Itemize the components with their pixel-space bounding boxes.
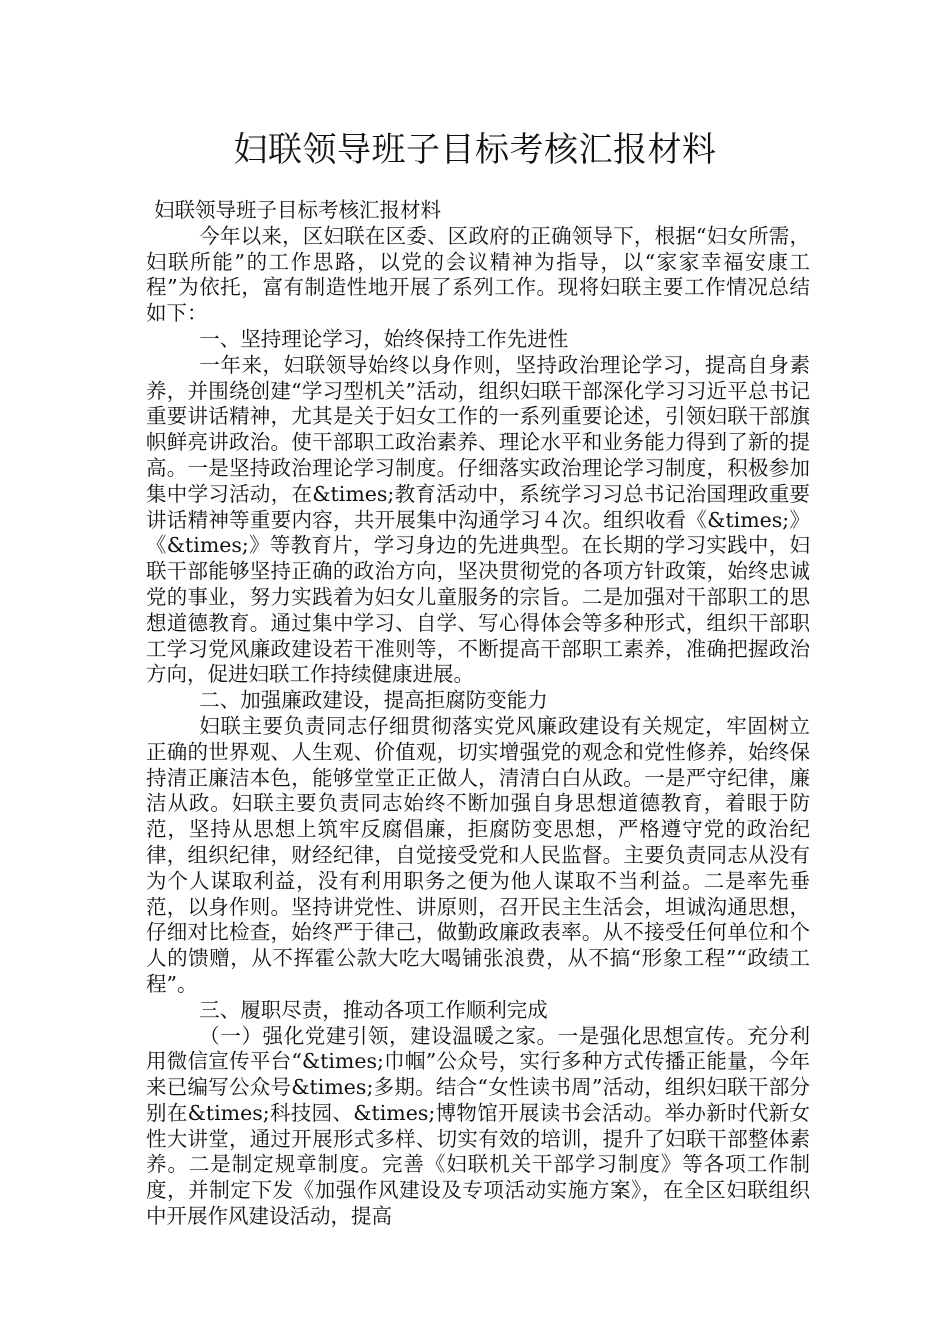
section-2-heading: 二、加强廉政建设，提高拒腐防变能力: [199, 688, 548, 713]
document-subtitle: 妇联领导班子目标考核汇报材料: [154, 198, 441, 222]
section-1-paragraph: 一年来，妇联领导始终以身作则，坚持政治理论学习，提高自身素养，并围绕创建“学习型机关”活动，组织妇联干部深化学习习近平总书记重要讲话精神，尤其是关于妇女工作的一系列重要论述，引领妇联干部旗帜鲜亮讲政治。使干部职工政治素养、理论水平和业务能力得到了新的提高。一是坚持政治理论学习制度。仔细落实政治理论学习制度，积极参加集中学习活动，在&times;教育活动中，系统学习习总书记治国理政重要讲话精神等重要内容，共开展集中沟通学习４次。组织收看《&times;》《&times;》等教育片，学习身边的先进典型。在长期的学习实践中，妇联干部能够坚持正确的政治方向，坚决贯彻党的各项方针政策，始终忠诚党的事业，努力实践着为妇女儿童服务的宗旨。二是加强对干部职工的思想道德教育。通过集中学习、自学、写心得体会等多种形式，组织干部职工学习党风廉政建设若干准则等，不断提高干部职工素养，准确把握政治方向，促进妇联工作持续健康进展。: [146, 352, 810, 687]
section-3-paragraph: （一）强化党建引领，建设温暖之家。一是强化思想宣传。充分利用微信宣传平台“&times;巾帼”公众号，实行多种方式传播正能量，今年来已编写公众号&times;多期。结合“女性读书周”活动，组织妇联干部分别在&times;科技园、&times;博物馆开展读书会活动。举办新时代新女性大讲堂，通过开展形式多样、切实有效的培训，提升了妇联干部整体素养。二是制定规章制度。完善《妇联机关干部学习制度》等各项工作制度，并制定下发《加强作风建设及专项活动实施方案》，在全区妇联组织中开展作风建设活动，提高: [146, 1023, 810, 1229]
document-body: [146, 198, 810, 1230]
section-3-heading: 三、履职尽责，推动各项工作顺利完成: [199, 997, 548, 1022]
section-2-paragraph: 妇联主要负责同志仔细贯彻落实党风廉政建设有关规定，牢固树立正确的世界观、人生观、价值观，切实增强党的观念和党性修养，始终保持清正廉洁本色，能够堂堂正正做人，清清白白从政。一是严守纪律，廉洁从政。妇联主要负责同志始终不断加强自身思想道德教育，着眼于防范，坚持从思想上筑牢反腐倡廉，拒腐防变思想，严格遵守党的政治纪律，组织纪律，财经纪律，自觉接受党和人民监督。主要负责同志从没有为个人谋取利益，没有利用职务之便为他人谋取不当利益。二是率先垂范，以身作则。坚持讲党性、讲原则，召开民主生活会，坦诚沟通思想，仔细对比检查，始终严于律己，做勤政廉政表率。从不接受任何单位和个人的馈赠，从不挥霍公款大吃大喝铺张浪费，从不搞“形象工程”“政绩工程”。: [146, 713, 810, 996]
intro-paragraph: 今年以来，区妇联在区委、区政府的正确领导下，根据“妇女所需，妇联所能”的工作思路，以党的会议精神为指导，以“家家幸福安康工程”为依托，富有制造性地开展了系列工作。现将妇联主要工作情况总结如下：: [146, 223, 810, 326]
document-title: 妇联领导班子目标考核汇报材料: [233, 130, 717, 170]
section-1-heading: 一、坚持理论学习，始终保持工作先进性: [199, 326, 569, 351]
